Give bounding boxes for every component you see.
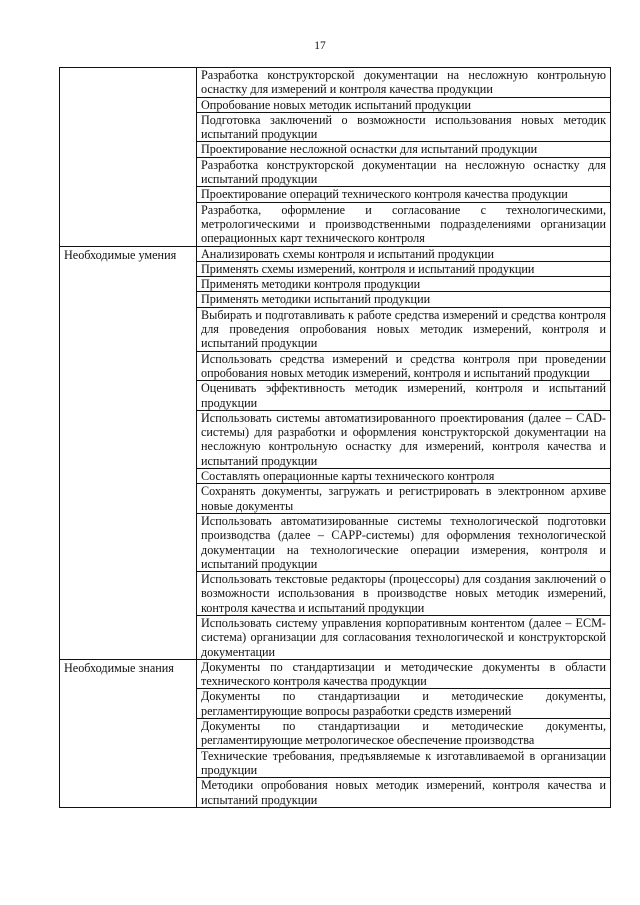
table-cell-item: Использовать автоматизированные системы технологической подготовки производства (далее – CAPP-системы) для оформления технологической документации на технологические операции измерения, контроля и испытаний продукции [197,513,611,571]
table-row [60,246,611,261]
table-cell-item: Проектирование операций технического контроля качества продукции [197,187,611,202]
table-cell-item: Разработка конструкторской документации на несложную оснастку для испытаний продукции [197,157,611,187]
table-cell-item: Применять методики испытаний продукции [197,292,611,307]
table-cell-item: Документы по стандартизации и методические документы, регламентирующие метрологическое обеспечение производства [197,719,611,749]
table-cell-item: Документы по стандартизации и методические документы в области технического контроля качества продукции [197,659,611,689]
table-cell-item: Анализировать схемы контроля и испытаний продукции [197,246,611,261]
table-cell-item: Использовать текстовые редакторы (процессоры) для создания заключений о возможности использования в производстве новых методик измерений, контроля качества и испытаний продукции [197,572,611,616]
section-label-required-skills: Необходимые умения [60,246,197,659]
table-cell-item: Сохранять документы, загружать и регистрировать в электронном архиве новые документы [197,484,611,514]
table-cell-item: Использовать средства измерений и средства контроля при проведении опробования новых методик измерений, контроля и испытаний продукции [197,351,611,381]
table-cell-item: Опробование новых методик испытаний продукции [197,97,611,112]
table-cell-item: Использовать систему управления корпоративным контентом (далее – ECM-система) организации для согласования технологической и конструкторской документации [197,615,611,659]
table-cell-item: Технические требования, предъявляемые к изготавливаемой в организации продукции [197,748,611,778]
table-cell-item: Документы по стандартизации и методические документы, регламентирующие вопросы разработки средств измерений [197,689,611,719]
page-number: 17 [314,40,326,52]
table-cell-item: Методики опробования новых методик измерений, контроля качества и испытаний продукции [197,778,611,808]
table-cell-item: Выбирать и подготавливать к работе средства измерений и средства контроля для проведения опробования новых методик измерений, контроля и испытаний продукции [197,307,611,351]
table-cell-item: Разработка конструкторской документации на несложную контрольную оснастку для измерений и контроля качества продукции [197,68,611,98]
requirements-table-body [60,68,611,808]
table-row [60,68,611,98]
table-row [60,659,611,689]
table-cell-item: Применять методики контроля продукции [197,277,611,292]
section-label-required-knowledge: Необходимые знания [60,659,197,807]
table-cell-item: Использовать системы автоматизированного проектирования (далее – CAD-системы) для разработки и оформления конструкторской документации на несложную контрольную оснастку для измерений, контроля качества и испытаний продукции [197,410,611,468]
table-cell-item: Разработка, оформление и согласование с технологическими, метрологическими и производственными подразделениями организации операционных карт технического контроля [197,202,611,246]
table-cell-item: Подготовка заключений о возможности использования новых методик испытаний продукции [197,112,611,142]
table-cell-item: Применять схемы измерений, контроля и испытаний продукции [197,261,611,276]
table-cell-item: Составлять операционные карты технического контроля [197,469,611,484]
section-label-work-functions [60,68,197,247]
requirements-table [59,67,611,808]
table-cell-item: Проектирование несложной оснастки для испытаний продукции [197,142,611,157]
table-cell-item: Оценивать эффективность методик измерений, контроля и испытаний продукции [197,381,611,411]
